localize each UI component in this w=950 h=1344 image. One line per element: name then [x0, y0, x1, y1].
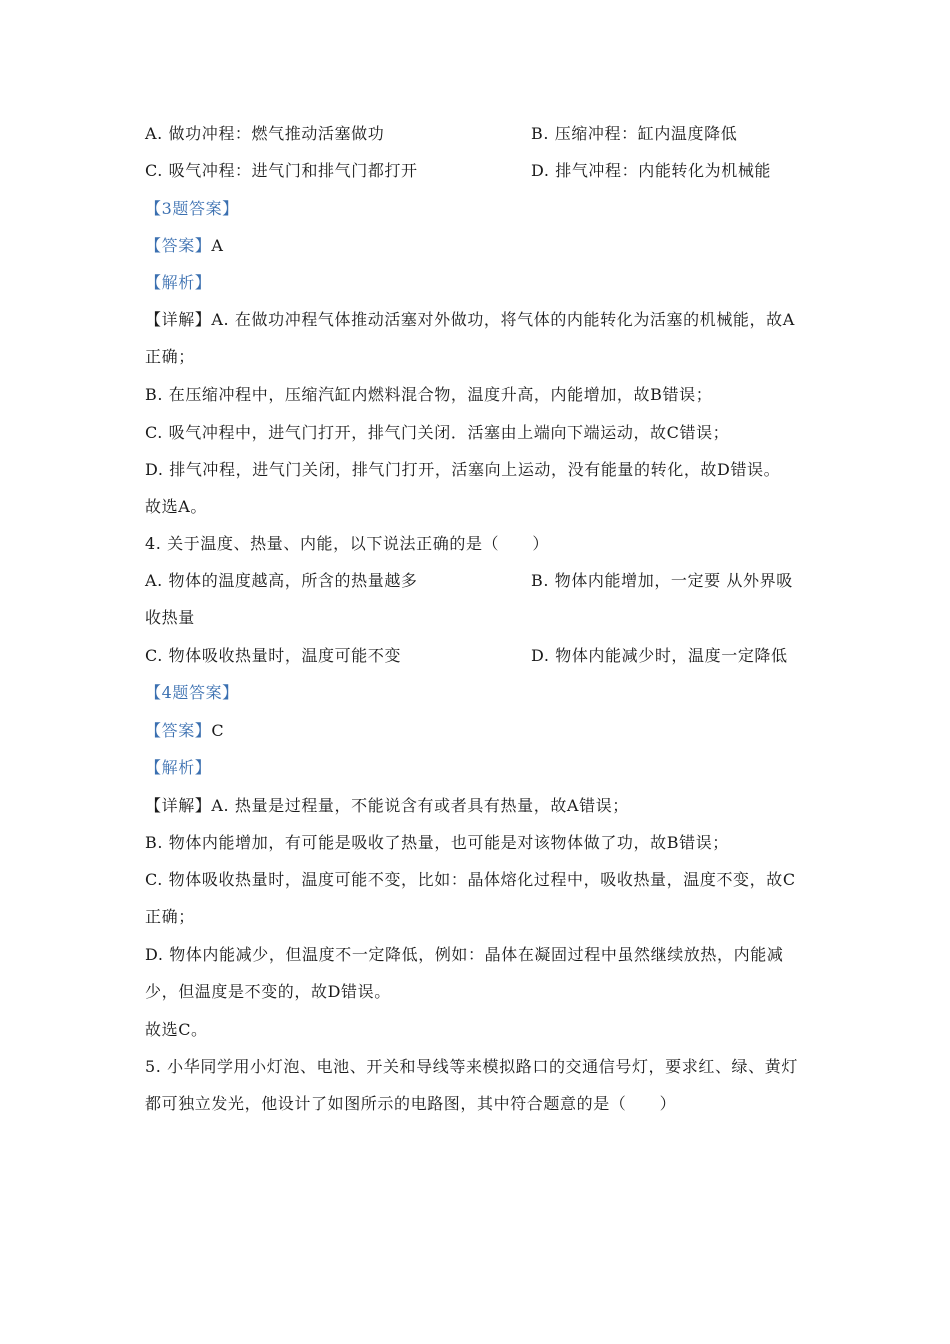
q4-detail-a — [145, 795, 629, 817]
q3-option-a: A. 做功冲程：燃气推动活塞做功 — [145, 124, 385, 143]
q3-option-c: C. 吸气冲程：进气门和排气门都打开 — [145, 161, 418, 180]
q4-answer-heading: 【4题答案】 — [145, 683, 239, 702]
q3-analysis-label: 【解析】 — [145, 273, 212, 292]
q4-analysis-label: 【解析】 — [145, 758, 212, 777]
q4-answer — [145, 720, 224, 742]
answer-label: 【答案】 — [145, 236, 212, 255]
answer-label: 【答案】 — [145, 721, 212, 740]
q3-option-b: B. 压缩冲程：缸内温度降低 — [531, 124, 738, 143]
q3-answer-heading: 【3题答案】 — [145, 199, 239, 218]
q3-option-d: D. 排气冲程：内能转化为机械能 — [531, 161, 772, 180]
detail-label: 【详解】 — [145, 796, 212, 815]
q4-option-b-cont: 收热量 — [145, 608, 195, 627]
detail-label: 【详解】 — [145, 310, 212, 329]
q3-detail-a-cont: 正确； — [145, 347, 195, 366]
answer-value: C — [211, 721, 225, 740]
q4-option-a: A. 物体的温度越高，所含的热量越多 — [145, 571, 418, 590]
q5-question-cont: 都可独立发光，他设计了如图所示的电路图，其中符合题意的是（ ） — [145, 1094, 677, 1113]
q3-detail-a — [145, 309, 795, 331]
q4-conclusion: 故选C。 — [145, 1020, 208, 1039]
detail-text: A. 在做功冲程气体推动活塞对外做功，将气体的内能转化为活塞的机械能，故A — [211, 310, 795, 329]
q4-detail-c: C. 物体吸收热量时，温度可能不变，比如：晶体熔化过程中，吸收热量，温度不变，故C — [145, 870, 796, 889]
q4-detail-d: D. 物体内能减少，但温度不一定降低，例如：晶体在凝固过程中虽然继续放热，内能减 — [145, 945, 784, 964]
q5-question: 5. 小华同学用小灯泡、电池、开关和导线等来模拟路口的交通信号灯，要求红、绿、黄灯 — [145, 1057, 798, 1076]
q3-conclusion: 故选A。 — [145, 497, 207, 516]
q4-option-d: D. 物体内能减少时，温度一定降低 — [531, 646, 788, 665]
q3-detail-d: D. 排气冲程，进气门关闭，排气门打开，活塞向上运动，没有能量的转化，故D错误。 — [145, 460, 781, 479]
q4-detail-d-cont: 少，但温度是不变的，故D错误。 — [145, 982, 391, 1001]
detail-text: A. 热量是过程量，不能说含有或者具有热量，故A错误； — [211, 796, 629, 815]
q3-detail-b: B. 在压缩冲程中，压缩汽缸内燃料混合物，温度升高，内能增加，故B错误； — [145, 385, 713, 404]
q4-option-b: B. 物体内能增加，一定要 从外界吸 — [531, 571, 793, 590]
q4-option-c: C. 物体吸收热量时，温度可能不变 — [145, 646, 402, 665]
q3-answer — [145, 235, 224, 257]
q4-detail-c-cont: 正确； — [145, 907, 195, 926]
q4-question: 4. 关于温度、热量、内能，以下说法正确的是（ ） — [145, 534, 549, 553]
q3-detail-c: C. 吸气冲程中，进气门打开，排气门关闭．活塞由上端向下端运动，故C错误； — [145, 423, 730, 442]
answer-value: A — [211, 236, 224, 255]
q4-detail-b: B. 物体内能增加，有可能是吸收了热量，也可能是对该物体做了功，故B错误； — [145, 833, 729, 852]
